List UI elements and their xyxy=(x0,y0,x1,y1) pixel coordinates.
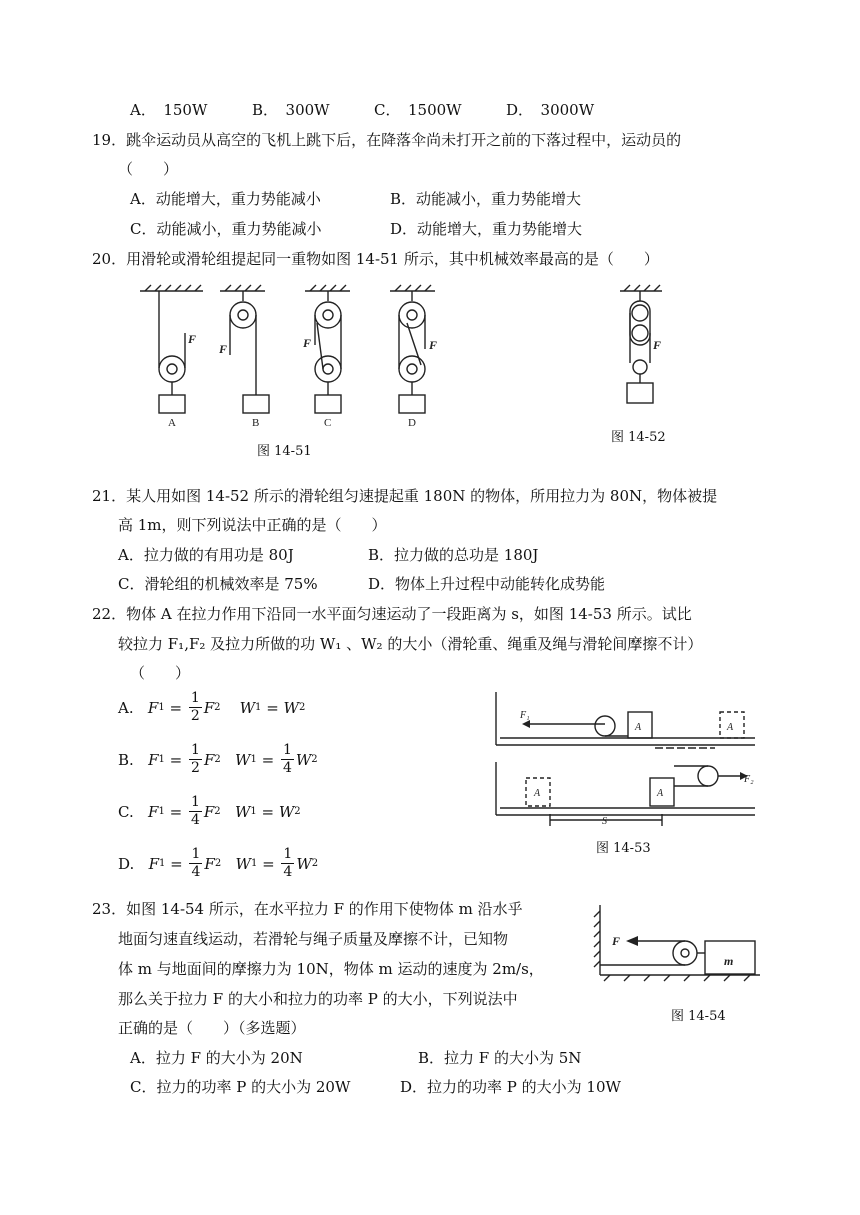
q23-line3: 体 m 与地面间的摩擦力为 10N，物体 m 运动的速度为 2m/s， xyxy=(118,960,544,978)
fig-label-d: D xyxy=(408,417,416,428)
q23-option-c: C．拉力的功率 P 的大小为 20W xyxy=(130,1078,351,1096)
q23-line5: 正确的是（ ）（多选题） xyxy=(118,1019,306,1037)
q21-stem-line2: 高 1m，则下列说法中正确的是（ ） xyxy=(118,516,387,534)
q23-line1: 23．如图 14-54 所示，在水平拉力 F 的作用下使物体 m 沿水乎 xyxy=(92,900,523,918)
figure-14-51 xyxy=(135,283,445,428)
label-m: m xyxy=(724,954,734,968)
force-label-b: F xyxy=(219,342,228,356)
fig-label-b: B xyxy=(252,417,260,428)
caption-14-52: 图 14-52 xyxy=(611,430,666,445)
fig-label-a: A xyxy=(168,417,176,428)
q23-line2: 地面匀速直线运动，若滑轮与绳子质量及摩擦不计，已知物 xyxy=(118,930,509,948)
q22-stem-line3: （ ） xyxy=(130,664,191,682)
label-f1: F₁ xyxy=(520,710,530,721)
q19-option-a: A．动能增大，重力势能减小 xyxy=(130,190,321,208)
q19-option-d: D．动能增大，重力势能增大 xyxy=(390,220,583,238)
caption-14-53: 图 14-53 xyxy=(596,841,651,856)
q23-option-d: D．拉力的功率 P 的大小为 10W xyxy=(400,1078,621,1096)
q19-stem-line2: （ ） xyxy=(118,160,179,178)
q20-stem: 20．用滑轮或滑轮组提起同一重物如图 14-51 所示，其中机械效率最高的是（ ） xyxy=(92,250,659,268)
label-f-14-54: F xyxy=(612,934,621,948)
q23-option-a: A．拉力 F 的大小为 20N xyxy=(130,1049,303,1067)
caption-14-54: 图 14-54 xyxy=(671,1009,726,1024)
q21-option-a: A．拉力做的有用功是 80J xyxy=(118,546,294,564)
q19-option-b: B．动能减小，重力势能增大 xyxy=(390,190,582,208)
q21-stem-line1: 21．某人用如图 14-52 所示的滑轮组匀速提起重 180N 的物体，所用拉力为 80N，物体被提 xyxy=(92,487,718,505)
q18-option-d: D． 3000W xyxy=(506,101,595,119)
label-s: S xyxy=(602,816,607,827)
q22-option-d: D. F 1 = $\frac{1}{4}$ F 2 W 1 = $\frac{1}{4}$ W 2 xyxy=(118,846,319,880)
figure-14-52 xyxy=(612,283,672,413)
label-block-a-top: A xyxy=(635,722,642,733)
q22-option-b: B. F 1 = $\frac{1}{2}$ F 2 W 1 = $\frac{1}{4}$ W 2 xyxy=(118,742,318,776)
force-label-d: F xyxy=(429,338,438,352)
force-label-14-52: F xyxy=(653,338,662,352)
fig-label-c: C xyxy=(324,417,332,428)
q22-option-c: C. F 1 = $\frac{1}{4}$ F 2 W 1 = W 2 xyxy=(118,794,301,828)
q18-option-b: B． 300W xyxy=(252,101,330,119)
figure-14-54 xyxy=(590,903,765,988)
q22-option-a: A. F 1 = $\frac{1}{2}$ F 2 W 1 = W 2 xyxy=(118,690,306,724)
force-label-c: F xyxy=(303,336,312,350)
q21-option-c: C．滑轮组的机械效率是 75% xyxy=(118,575,318,593)
q23-line4: 那么关于拉力 F 的大小和拉力的功率 P 的大小，下列说法中 xyxy=(118,990,518,1008)
force-label-a: F xyxy=(188,332,197,346)
caption-14-51: 图 14-51 xyxy=(257,444,312,459)
q23-option-b: B．拉力 F 的大小为 5N xyxy=(418,1049,582,1067)
q22-stem-line2: 较拉力 F₁,F₂ 及拉力所做的功 W₁ 、W₂ 的大小（滑轮重、绳重及绳与滑轮间摩擦不计） xyxy=(118,635,703,653)
label-block-a-top-dashed: A xyxy=(727,722,734,733)
q22-stem-line1: 22．物体 A 在拉力作用下沿同一水平面匀速运动了一段距离为 s，如图 14-53 所示。试比 xyxy=(92,605,692,623)
q21-option-b: B．拉力做的总功是 180J xyxy=(368,546,539,564)
q18-option-c: C． 1500W xyxy=(374,101,462,119)
q19-option-c: C．动能减小，重力势能减小 xyxy=(130,220,322,238)
q19-stem-line1: 19．跳伞运动员从高空的飞机上跳下后，在降落伞尚未打开之前的下落过程中，运动员的 xyxy=(92,131,682,149)
figure-14-53 xyxy=(490,690,765,830)
q18-option-a: A． 150W xyxy=(130,101,208,119)
label-f2: F₂ xyxy=(744,774,754,785)
label-block-a-bottom: A xyxy=(657,788,664,799)
label-block-a-bottom-dashed: A xyxy=(534,788,541,799)
q21-option-d: D．物体上升过程中动能转化成势能 xyxy=(368,575,606,593)
